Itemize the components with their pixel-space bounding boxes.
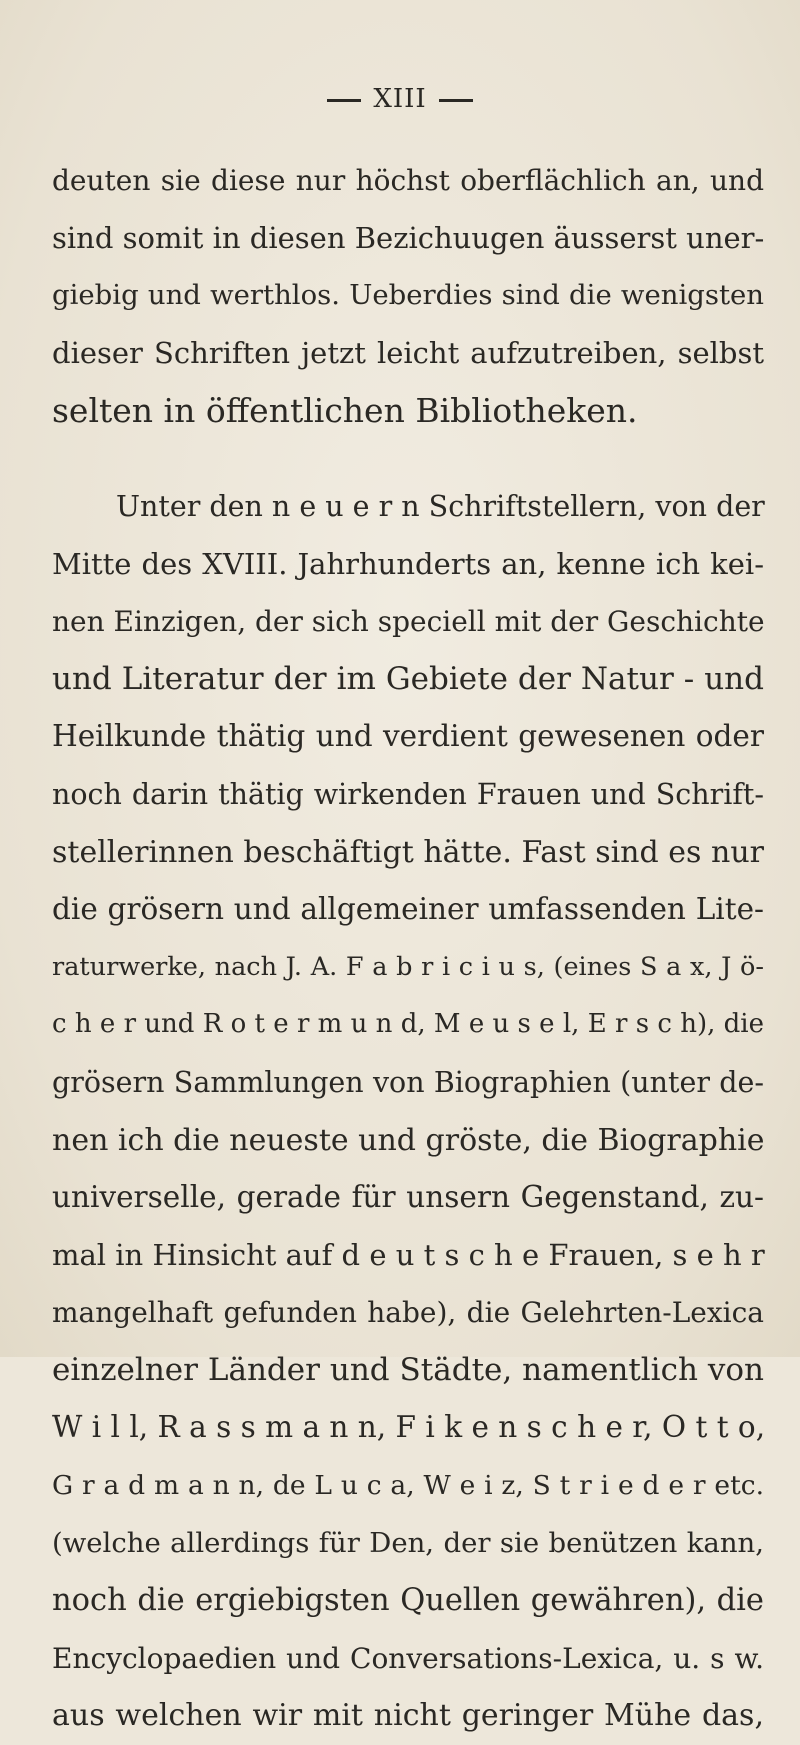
text-line: mangelhaft gefunden habe), die Gelehrten-Lexica bbox=[52, 1296, 764, 1330]
text-line: universelle, gerade für unsern Gegenstand, zu- bbox=[52, 1180, 764, 1215]
text-line: deuten sie diese nur höchst oberflächlich an, und bbox=[52, 164, 764, 197]
text-line: Mitte des XVIII. Jahrhunderts an, kenne ich kei- bbox=[52, 546, 764, 581]
text-line: noch die ergiebigsten Quellen gewähren), die bbox=[52, 1583, 764, 1619]
text-line: mal in Hinsicht auf d e u t s c h e Frauen, s e h r bbox=[52, 1237, 765, 1272]
body-text bbox=[52, 152, 764, 1745]
text-line: giebig und werthlos. Ueberdies sind die wenigsten bbox=[52, 279, 764, 312]
text-line: nen ich die neueste und gröste, die Biographie bbox=[52, 1122, 765, 1158]
text-line: Encyclopaedien und Conversations-Lexica, u. s w. bbox=[52, 1641, 764, 1675]
text-line: (welche allerdings für Den, der sie benützen kann, bbox=[52, 1526, 764, 1559]
text-line: sind somit in diesen Bezichuugen äusserst uner- bbox=[52, 220, 765, 255]
text-line: einzelner Länder und Städte, namentlich von bbox=[52, 1351, 764, 1388]
text-line: nen Einzigen, der sich speciell mit der Geschichte bbox=[52, 605, 765, 639]
header-dash-right bbox=[439, 99, 473, 102]
header-dash-left bbox=[327, 99, 361, 102]
text-line: raturwerke, nach J. A. F a b r i c i u s, (eines S a x, J ö- bbox=[52, 951, 764, 982]
text-line: stellerinnen beschäftigt hätte. Fast sind es nur bbox=[52, 834, 764, 870]
page-header bbox=[0, 84, 800, 114]
text-line: Heilkunde thätig und verdient gewesenen oder bbox=[52, 719, 764, 754]
text-line: c h e r und R o t e r m u n d, M e u s e l, E r s c h), die bbox=[52, 1009, 764, 1040]
text-line: die grösern und allgemeiner umfassenden Lite- bbox=[52, 892, 764, 927]
text-line: und Literatur der im Gebiete der Natur - und bbox=[52, 660, 764, 697]
page-number: XIII bbox=[373, 84, 427, 114]
text-line: selten in öffentlichen Bibliotheken. bbox=[52, 391, 638, 431]
paragraph-start-line: Unter den n e u e r n Schriftstellern, von der bbox=[116, 489, 765, 523]
text-line: aus welchen wir mit nicht geringer Mühe das, bbox=[52, 1698, 764, 1734]
text-line: noch darin thätig wirkenden Frauen und Schrift- bbox=[52, 777, 764, 811]
text-line: grösern Sammlungen von Biographien (unter de- bbox=[52, 1065, 764, 1099]
text-line: G r a d m a n n, de L u c a, W e i z, S t r i e d e r etc. bbox=[52, 1470, 764, 1502]
text-line: dieser Schriften jetzt leicht aufzutreiben, selbst bbox=[52, 335, 764, 370]
text-line: W i l l, R a s s m a n n, F i k e n s c h e r, O t t o, bbox=[52, 1410, 766, 1445]
